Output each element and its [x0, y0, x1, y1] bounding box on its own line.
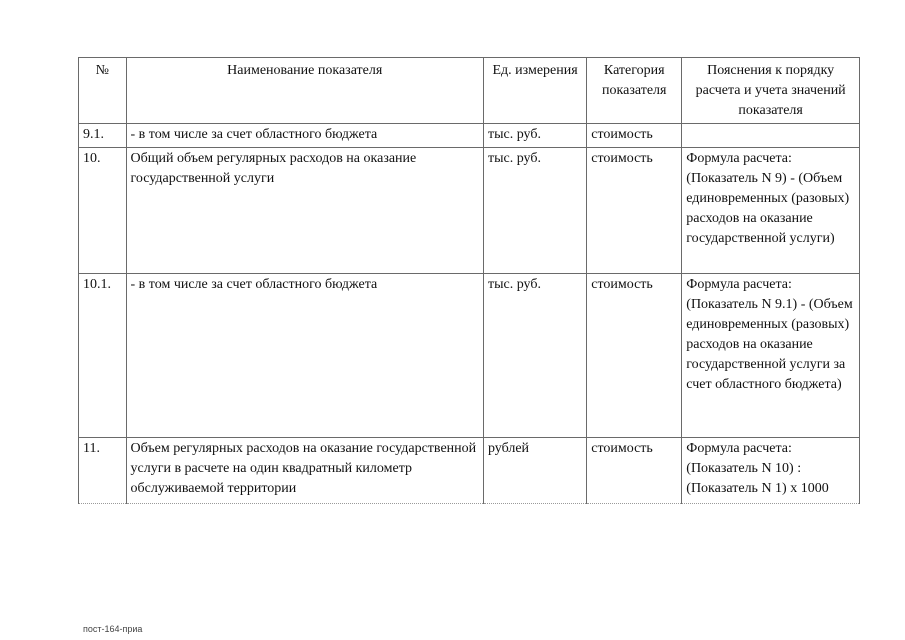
cell-num: 11.: [79, 438, 127, 504]
cell-unit: тыс. руб.: [483, 124, 586, 148]
cell-name: - в том числе за счет областного бюджета: [126, 124, 483, 148]
cell-num: 10.1.: [79, 274, 127, 438]
cell-explanation: [682, 124, 860, 148]
cell-explanation: Формула расчета: (Показатель N 9.1) - (Объем единовременных (разовых) расходов на оказание государственной услуги за счет областного бюджета): [682, 274, 860, 438]
cell-name: - в том числе за счет областного бюджета: [126, 274, 483, 438]
cell-category: стоимость: [587, 148, 682, 274]
table-row: [79, 274, 860, 438]
table-row: [79, 148, 860, 274]
cell-category: стоимость: [587, 124, 682, 148]
cell-unit: тыс. руб.: [483, 274, 586, 438]
table-header-row: [79, 58, 860, 124]
table-row: [79, 438, 860, 504]
header-name: Наименование показателя: [126, 58, 483, 124]
cell-explanation: Формула расчета: (Показатель N 10) : (Показатель N 1) x 1000: [682, 438, 860, 504]
cell-category: стоимость: [587, 438, 682, 504]
cell-category: стоимость: [587, 274, 682, 438]
cell-unit: рублей: [483, 438, 586, 504]
cell-num: 10.: [79, 148, 127, 274]
cell-num: 9.1.: [79, 124, 127, 148]
footer-filename: пост-164-приа: [83, 624, 143, 634]
cell-name: Объем регулярных расходов на оказание государственной услуги в расчете на один квадратный километр обслуживаемой территории: [126, 438, 483, 504]
table-row: [79, 124, 860, 148]
cell-unit: тыс. руб.: [483, 148, 586, 274]
cell-name: Общий объем регулярных расходов на оказание государственной услуги: [126, 148, 483, 274]
header-explanation: Пояснения к порядку расчета и учета значений показателя: [682, 58, 860, 124]
cell-explanation: Формула расчета: (Показатель N 9) - (Объем единовременных (разовых) расходов на оказание государственной услуги): [682, 148, 860, 274]
header-category: Категория показателя: [587, 58, 682, 124]
header-num: №: [79, 58, 127, 124]
indicators-table: [78, 57, 860, 504]
header-unit: Ед. измерения: [483, 58, 586, 124]
